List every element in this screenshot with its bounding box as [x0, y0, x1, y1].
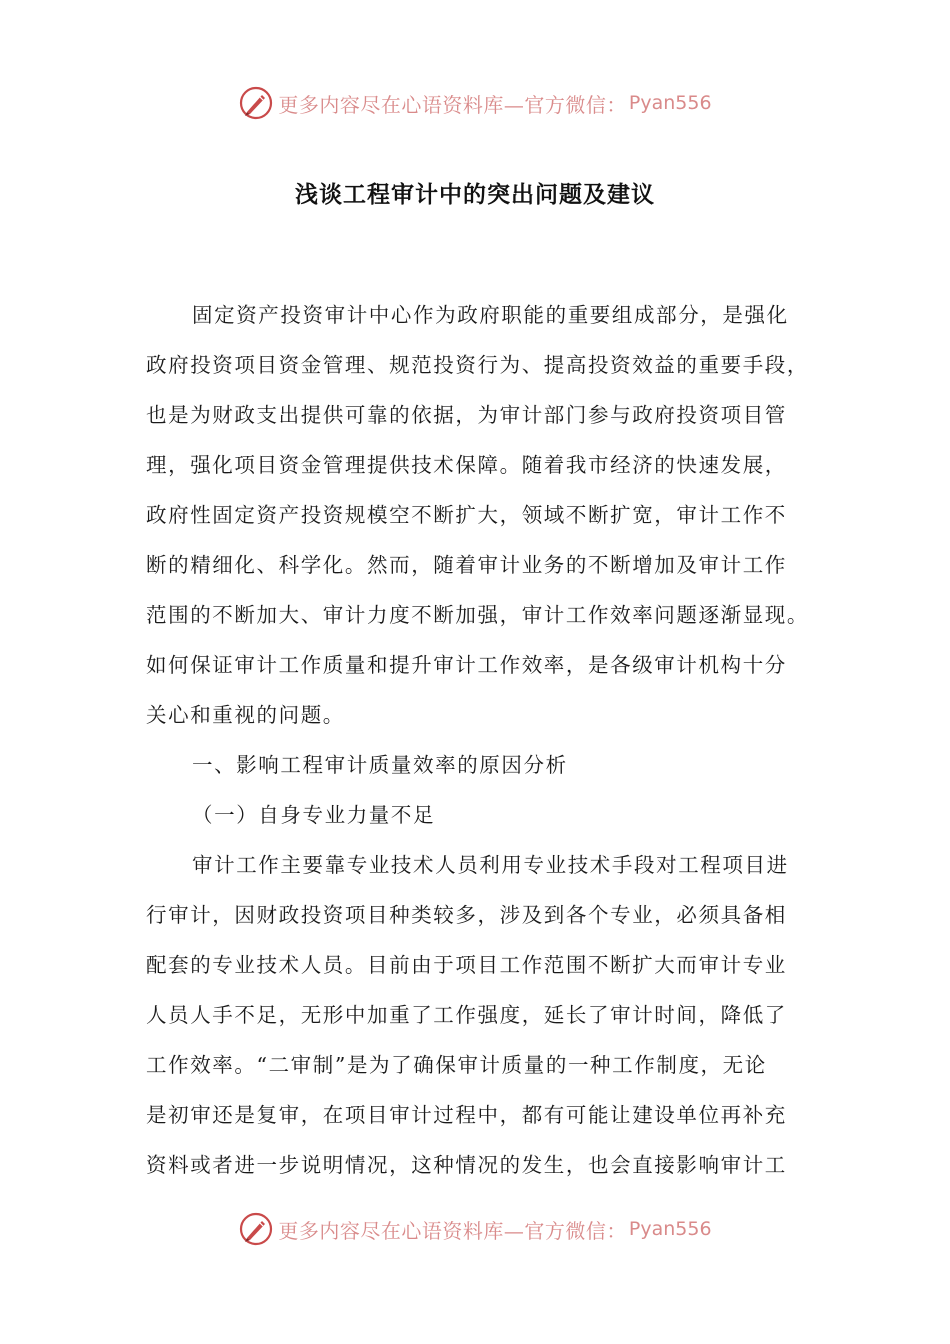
- document-body: [146, 290, 816, 1190]
- paragraph-line: 行审计，因财政投资项目种类较多，涉及到各个专业，必须具备相: [146, 903, 787, 927]
- footer-watermark-banner: [0, 1206, 950, 1252]
- paragraph-line: 也是为财政支出提供可靠的依据，为审计部门参与政府投资项目管: [146, 403, 787, 427]
- paragraph-line: 人员人手不足，无形中加重了工作强度，延长了审计时间，降低了: [146, 1003, 787, 1027]
- banner-text: 更多内容尽在心语资料库—官方微信：: [278, 1218, 627, 1243]
- paragraph-line: 范围的不断加大、审计力度不断加强，审计工作效率问题逐渐显现。: [146, 603, 809, 627]
- paragraph-line: 政府性固定资产投资规模空不断扩大，领域不断扩宽，审计工作不: [146, 503, 787, 527]
- paragraph-line: 断的精细化、科学化。然而，随着审计业务的不断增加及审计工作: [146, 553, 787, 577]
- paragraph-line: 资料或者进一步说明情况，这种情况的发生，也会直接影响审计工: [146, 1153, 787, 1177]
- section-heading: 一、影响工程审计质量效率的原因分析: [192, 753, 568, 777]
- banner-text: 更多内容尽在心语资料库—官方微信：: [278, 92, 627, 117]
- paragraph-line: 配套的专业技术人员。目前由于项目工作范围不断扩大而审计专业: [146, 953, 787, 977]
- paragraph-line: 政府投资项目资金管理、规范投资行为、提高投资效益的重要手段，: [146, 353, 809, 377]
- paragraph-line: 审计工作主要靠专业技术人员利用专业技术手段对工程项目进: [192, 853, 789, 877]
- paragraph-line: 固定资产投资审计中心作为政府职能的重要组成部分，是强化: [192, 303, 789, 327]
- paragraph-line: 理，强化项目资金管理提供技术保障。随着我市经济的快速发展，: [146, 453, 787, 477]
- banner-wechat-id: Pyan556: [628, 1218, 712, 1240]
- paragraph-line: 是初审还是复审，在项目审计过程中，都有可能让建设单位再补充: [146, 1103, 787, 1127]
- pen-logo-icon: [238, 1211, 274, 1247]
- paragraph-line: 关心和重视的问题。: [146, 703, 345, 727]
- paragraph-line: 工作效率。“二审制”是为了确保审计质量的一种工作制度，无论: [146, 1053, 767, 1077]
- banner-wechat-id: Pyan556: [628, 92, 712, 114]
- paragraph-line: 如何保证审计工作质量和提升审计工作效率，是各级审计机构十分: [146, 653, 787, 677]
- subsection-heading: （一）自身专业力量不足: [192, 803, 436, 827]
- pen-logo-icon: [238, 85, 274, 121]
- document-title: 浅谈工程审计中的突出问题及建议: [295, 182, 655, 208]
- header-watermark-banner: [0, 80, 950, 126]
